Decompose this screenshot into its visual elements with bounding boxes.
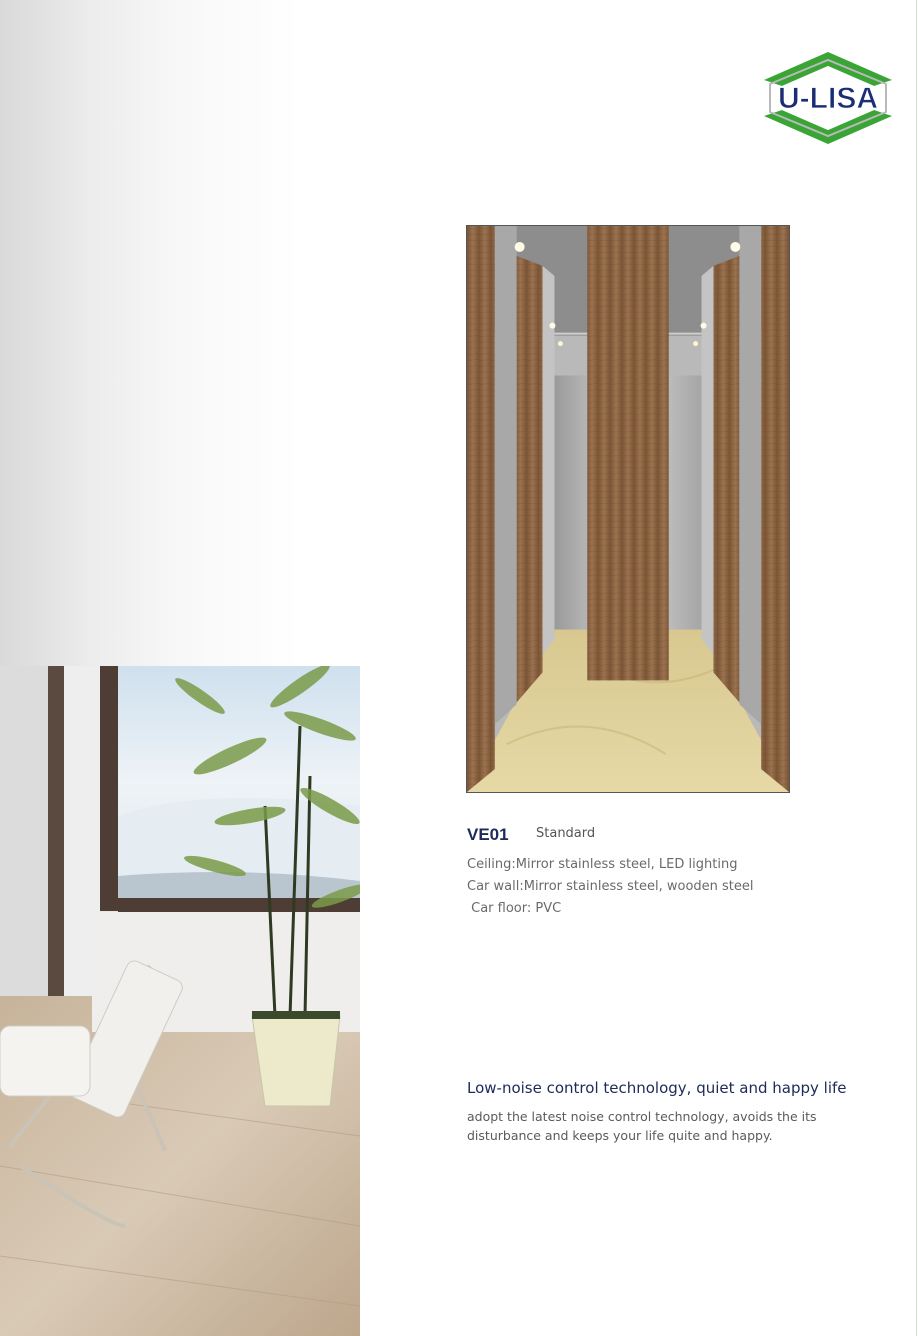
page-edge-line [916,0,917,1336]
living-room-photo [0,666,360,1336]
model-grade: Standard [536,826,596,841]
u-lisa-logo [756,50,900,146]
svg-text:U-LISA: U-LISA [778,82,878,115]
spec-ceiling: Ceiling:Mirror stainless steel, LED lighting [467,857,738,872]
spec-car-floor: Car floor: PVC [467,901,562,916]
elevator-interior-photo [466,225,790,793]
model-code: VE01 [467,825,509,844]
feature-description: adopt the latest noise control technology, avoids the its disturbance and keeps your life quite and happy. [467,1109,817,1143]
left-gradient-band [0,0,300,700]
spec-car-wall: Car wall:Mirror stainless steel, wooden steel [467,879,754,894]
feature-title: Low-noise control technology, quiet and happy life [467,1079,847,1097]
